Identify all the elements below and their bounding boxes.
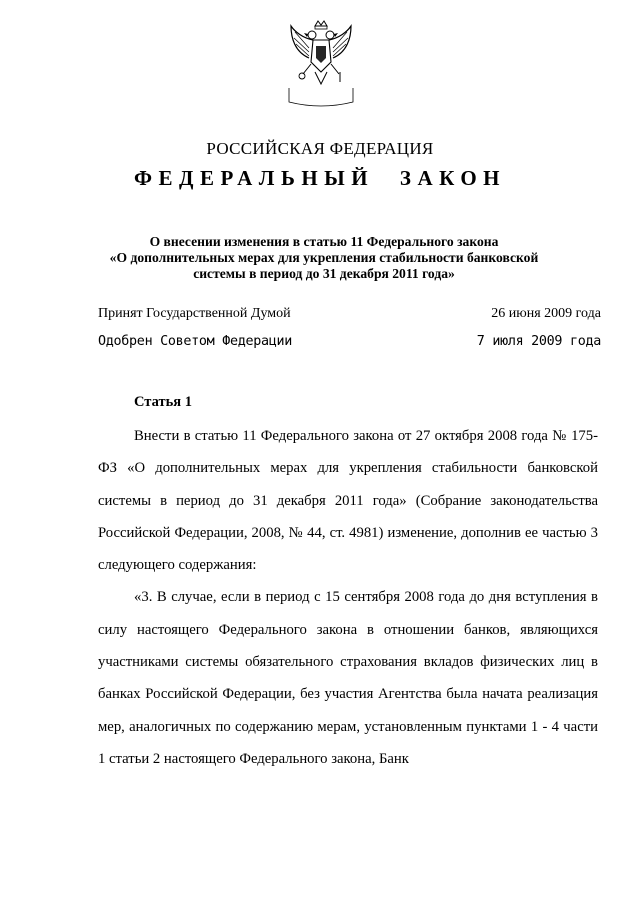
law-title bbox=[90, 234, 558, 282]
approval-council-row bbox=[98, 334, 601, 349]
adoption-duma-row bbox=[98, 306, 601, 322]
adoption-label: Принят Государственной Думой bbox=[98, 306, 291, 321]
law-title-line: «О дополнительных мерах для укрепления стабильности банковской bbox=[109, 250, 539, 265]
body-paragraph: «3. В случае, если в период с 15 сентября 2008 года до дня вступления в силу настоящего Федерального закона в отношении банков, являющихся участниками системы обязательного страхования вкладов физических лиц в банках Российской Федерации, без участия Агентства была начата реализация мер, аналогичных по содержанию мерам, установленным пунктами 1 - 4 части 1 статьи 2 настоящего Федерального закона, Банк bbox=[98, 589, 598, 767]
law-title-line: системы в период до 31 декабря 2011 года» bbox=[193, 266, 455, 281]
body-paragraph: Внести в статью 11 Федерального закона от 27 октября 2008 года № 175-ФЗ «О дополнительных мерах для укрепления стабильности банковской системы в период до 31 декабря 2011 года» (Собрание законодательства Российской Федерации, 2008, № 44, ст. 4981) изменение, дополнив ее частью 3 следующего содержания: bbox=[98, 428, 598, 574]
approval-date: 7 июля 2009 года bbox=[476, 334, 601, 349]
adoption-date: 26 июня 2009 года bbox=[491, 306, 601, 321]
article-body bbox=[98, 420, 598, 775]
coat-of-arms-icon bbox=[285, 18, 357, 110]
approval-label: Одобрен Советом Федерации bbox=[98, 334, 293, 349]
law-title-line: О внесении изменения в статью 11 Федерального закона bbox=[149, 234, 499, 249]
article-heading: Статья 1 bbox=[134, 394, 192, 410]
country-name: РОССИЙСКАЯ ФЕДЕРАЦИЯ bbox=[206, 139, 434, 158]
law-type-heading: ФЕДЕРАЛЬНЫЙ ЗАКОН bbox=[134, 166, 506, 190]
